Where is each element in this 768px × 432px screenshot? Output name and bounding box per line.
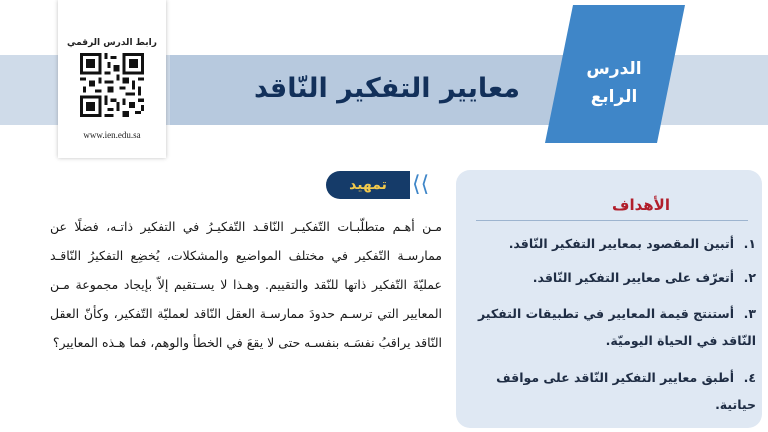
qr-label: رابط الدرس الرقمي <box>67 38 157 48</box>
goal-number: ٣. <box>743 306 756 321</box>
lesson-label <box>568 55 660 111</box>
goal-number: ٤. <box>743 370 756 385</box>
qr-code-icon[interactable] <box>80 53 144 117</box>
page-title: معايير التفكير النّاقد <box>253 73 520 104</box>
goal-text: أطبق معايير التفكير النّاقد على مواقف حياتية. <box>496 370 756 412</box>
goal-text: أتبين المقصود بمعايير التفكير النّاقد. <box>508 236 734 251</box>
qr-card[interactable] <box>58 0 166 158</box>
goal-text: أتعرّف على معايير التفكير النّاقد. <box>532 270 734 285</box>
goal-number: ٢. <box>743 270 756 285</box>
qr-url[interactable]: www.ien.edu.sa <box>83 130 141 140</box>
goal-number: ١. <box>743 236 756 251</box>
goals-divider <box>476 220 748 221</box>
goal-text: أستنتج قيمة المعايير في تطبيقات التفكير النّاقد في الحياة اليوميّة. <box>478 306 756 348</box>
lesson-word: الدرس <box>586 59 642 79</box>
goal-item <box>466 230 756 257</box>
double-chevron-icon: ⟨⟨ <box>412 172 430 197</box>
goal-item <box>466 300 756 354</box>
intro-label: تمهيد <box>349 177 387 193</box>
goal-item <box>466 264 756 291</box>
lesson-number: الرابع <box>590 87 638 107</box>
goal-item <box>466 364 756 418</box>
intro-paragraph: مـن أهـم متطلّبـات التّفكيـر النّاقـد التّفكيـرُ في التفكير ذاتـه، فضلًا عن ممارسـة التّفكير في مختلف المواضيع والمشكلات، يُخضِع التفكيرُ النّاقـد عمليّةَ التّفكير ذاتها للنّقد والتقييم. وهـذا لا يسـتقيم إلاّ بإيجاد مجموعة مـن المعايير التي ترسـم حدودَ ممارسـة العقل النّاقد لعمليّة التّفكير، وكأنّ العقل النّاقد يراقبُ نفسَـه بنفسـه حتى لا يقعَ في الخطأ والوهم، فما هـذه المعايير؟ <box>50 219 442 350</box>
goals-heading: الأهداف <box>612 196 670 214</box>
